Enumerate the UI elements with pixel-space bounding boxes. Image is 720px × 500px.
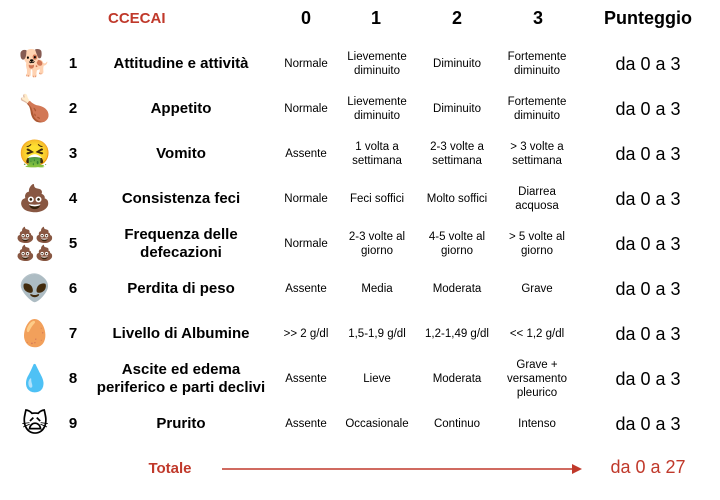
cell-score-3: Fortemente diminuito xyxy=(507,96,567,122)
table-row xyxy=(0,222,720,266)
row-number: 7 xyxy=(68,325,78,342)
cell-score-0: Normale xyxy=(284,238,328,250)
column-header-1: 1 xyxy=(370,8,381,28)
vomiting-face-icon: 🤮 xyxy=(18,139,52,169)
cell-score-0: Assente xyxy=(285,373,327,385)
cell-score-1: 2-3 volte al giorno xyxy=(348,231,406,257)
cell-score-3: Fortemente diminuito xyxy=(507,51,567,77)
cell-score-0: Assente xyxy=(285,418,327,430)
droplet-icon: 💧 xyxy=(18,364,52,394)
row-score-range: da 0 a 3 xyxy=(615,279,681,299)
cell-score-3: Diarrea acquosa xyxy=(515,186,559,212)
cell-score-3: << 1,2 g/dl xyxy=(509,328,565,340)
row-score-range: da 0 a 3 xyxy=(615,234,681,254)
table-row xyxy=(0,402,720,446)
row-label: Ascite ed edema periferico e parti declivi xyxy=(96,361,266,396)
row-number: 5 xyxy=(68,235,78,252)
cell-score-2: Moderata xyxy=(432,373,482,385)
egg-icon: 🥚 xyxy=(18,319,52,349)
cell-score-3: Grave xyxy=(521,283,553,295)
table-row xyxy=(0,177,720,221)
cell-score-0: Assente xyxy=(285,148,327,160)
row-number: 6 xyxy=(68,280,78,297)
row-number: 2 xyxy=(68,100,78,117)
cell-score-1: 1 volta a settimana xyxy=(352,141,402,167)
cell-score-0: Normale xyxy=(284,193,328,205)
row-number: 3 xyxy=(68,145,78,162)
row-label: Livello di Albumine xyxy=(112,325,250,342)
cell-score-3: Intenso xyxy=(518,418,556,430)
table-row xyxy=(0,267,720,311)
alien-icon: 👽 xyxy=(18,274,52,304)
cell-score-1: 1,5-1,9 g/dl xyxy=(348,328,406,340)
row-score-range: da 0 a 3 xyxy=(615,54,681,74)
poultry-leg-icon: 🍗 xyxy=(18,94,52,124)
cell-score-2: Diminuito xyxy=(433,58,481,70)
poop-icon: 💩 xyxy=(18,184,52,214)
table-row xyxy=(0,42,720,86)
cell-score-3: > 3 volte a settimana xyxy=(510,141,564,167)
table-row xyxy=(0,312,720,356)
cell-score-2: Molto soffici xyxy=(426,193,488,205)
column-header-3: 3 xyxy=(532,8,543,28)
cell-score-2: Continuo xyxy=(433,418,481,430)
cell-score-1: Lieve xyxy=(363,373,391,385)
column-header-0: 0 xyxy=(300,8,311,28)
row-number: 8 xyxy=(68,370,78,387)
cell-score-0: Assente xyxy=(285,283,327,295)
row-number: 9 xyxy=(68,415,78,432)
table-row xyxy=(0,357,720,401)
cell-score-2: 2-3 volte a settimana xyxy=(430,141,484,167)
dog-icon: 🐕 xyxy=(18,49,52,79)
column-header-2: 2 xyxy=(451,8,462,28)
cell-score-2: Diminuito xyxy=(433,103,481,115)
cell-score-0: Normale xyxy=(284,103,328,115)
cell-score-1: Lievemente diminuito xyxy=(347,51,407,77)
row-score-range: da 0 a 3 xyxy=(615,324,681,344)
scared-cat-icon: 🙀 xyxy=(21,409,49,439)
cell-score-1: Occasionale xyxy=(345,418,409,430)
cell-score-2: 4-5 volte al giorno xyxy=(428,231,486,257)
multiple-poop-icon: 💩💩 💩💩 xyxy=(16,226,54,262)
total-label: Totale xyxy=(148,460,192,477)
table-title: CCECAI xyxy=(108,10,166,27)
row-label: Prurito xyxy=(156,415,206,432)
row-score-range: da 0 a 3 xyxy=(615,414,681,434)
total-value: da 0 a 27 xyxy=(610,457,686,477)
row-label: Perdita di peso xyxy=(127,280,235,297)
row-label: Vomito xyxy=(156,145,206,162)
row-label: Consistenza feci xyxy=(121,190,241,207)
row-score-range: da 0 a 3 xyxy=(615,144,681,164)
row-label: Attitudine e attività xyxy=(113,55,249,72)
row-score-range: da 0 a 3 xyxy=(615,99,681,119)
cell-score-2: 1,2-1,49 g/dl xyxy=(425,328,489,340)
cell-score-1: Feci soffici xyxy=(349,193,405,205)
row-score-range: da 0 a 3 xyxy=(615,189,681,209)
cell-score-2: Moderata xyxy=(432,283,482,295)
row-label: Appetito xyxy=(150,100,212,117)
table-row xyxy=(0,132,720,176)
row-number: 1 xyxy=(68,55,78,72)
row-label: Frequenza delle defecazioni xyxy=(124,226,238,261)
cell-score-0: >> 2 g/dl xyxy=(283,328,329,340)
cell-score-0: Normale xyxy=(284,58,328,70)
table-row xyxy=(0,87,720,131)
cell-score-1: Media xyxy=(361,283,393,295)
row-number: 4 xyxy=(68,190,78,207)
row-score-range: da 0 a 3 xyxy=(615,369,681,389)
cell-score-3: Grave + versamento pleurico xyxy=(506,359,568,399)
cell-score-1: Lievemente diminuito xyxy=(347,96,407,122)
arrow-right-icon xyxy=(222,462,582,476)
score-column-header: Punteggio xyxy=(604,8,692,28)
cell-score-3: > 5 volte al giorno xyxy=(509,231,565,257)
